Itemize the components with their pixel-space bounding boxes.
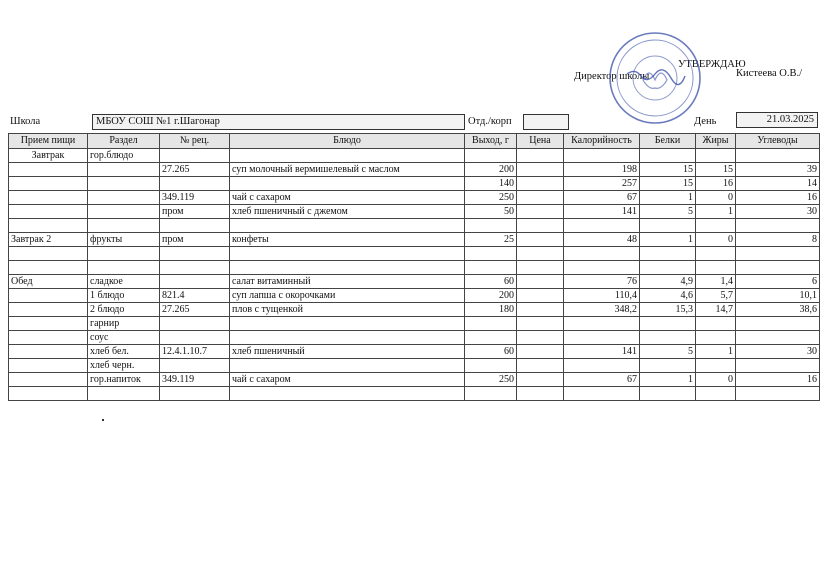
column-header-yield: Выход, г: [465, 134, 517, 149]
cell-yield: [465, 247, 517, 261]
cell-dish: салат витаминный: [230, 275, 465, 289]
cell-carbs: [736, 261, 820, 275]
school-value: МБОУ СОШ №1 г.Шагонар: [92, 114, 465, 130]
cell-price: [517, 233, 564, 247]
approval-title: УТВЕРЖДАЮ: [678, 59, 746, 70]
cell-yield: [465, 317, 517, 331]
table-row: [9, 247, 820, 261]
table-row: [9, 233, 820, 247]
cell-fats: [696, 219, 736, 233]
cell-proteins: 4,6: [640, 289, 696, 303]
table-row: [9, 289, 820, 303]
cell-meal: Завтрак 2: [9, 233, 88, 247]
cell-recipe-no: [160, 317, 230, 331]
school-label: Школа: [10, 116, 41, 127]
cell-carbs: 16: [736, 191, 820, 205]
cell-fats: 1: [696, 205, 736, 219]
cell-meal: [9, 163, 88, 177]
cell-section: [88, 247, 160, 261]
cell-meal: [9, 247, 88, 261]
cell-recipe-no: [160, 177, 230, 191]
table-row: [9, 359, 820, 373]
cell-dish: чай с сахаром: [230, 191, 465, 205]
table-row: [9, 261, 820, 275]
dot-mark: [102, 419, 104, 421]
column-header-carbs: Углеводы: [736, 134, 820, 149]
cell-meal: [9, 359, 88, 373]
cell-proteins: 1: [640, 233, 696, 247]
cell-price: [517, 261, 564, 275]
cell-section: [88, 219, 160, 233]
cell-yield: 60: [465, 275, 517, 289]
cell-recipe-no: [160, 331, 230, 345]
cell-carbs: [736, 219, 820, 233]
cell-meal: [9, 289, 88, 303]
table-row: [9, 317, 820, 331]
cell-yield: [465, 219, 517, 233]
cell-section: сладкое: [88, 275, 160, 289]
cell-dish: [230, 387, 465, 401]
cell-dish: хлеб пшеничный с джемом: [230, 205, 465, 219]
cell-dish: плов с тущенкой: [230, 303, 465, 317]
cell-fats: [696, 247, 736, 261]
cell-carbs: 10,1: [736, 289, 820, 303]
cell-proteins: [640, 261, 696, 275]
cell-carbs: 38,6: [736, 303, 820, 317]
cell-yield: 200: [465, 289, 517, 303]
table-header-row: [9, 134, 820, 149]
cell-recipe-no: [160, 359, 230, 373]
cell-section: соус: [88, 331, 160, 345]
cell-meal: Завтрак: [9, 149, 88, 163]
cell-price: [517, 177, 564, 191]
cell-fats: 0: [696, 233, 736, 247]
cell-calories: [564, 387, 640, 401]
cell-proteins: 15,3: [640, 303, 696, 317]
table-row: [9, 205, 820, 219]
cell-section: хлеб бел.: [88, 345, 160, 359]
cell-price: [517, 275, 564, 289]
cell-carbs: [736, 149, 820, 163]
cell-proteins: 1: [640, 373, 696, 387]
cell-meal: [9, 373, 88, 387]
cell-carbs: [736, 359, 820, 373]
cell-dish: конфеты: [230, 233, 465, 247]
cell-price: [517, 191, 564, 205]
cell-price: [517, 219, 564, 233]
cell-recipe-no: пром: [160, 233, 230, 247]
cell-section: [88, 163, 160, 177]
cell-fats: 1,4: [696, 275, 736, 289]
cell-fats: [696, 261, 736, 275]
cell-yield: 60: [465, 345, 517, 359]
cell-yield: 200: [465, 163, 517, 177]
cell-fats: 0: [696, 373, 736, 387]
cell-carbs: [736, 247, 820, 261]
cell-section: [88, 191, 160, 205]
cell-recipe-no: 349.119: [160, 373, 230, 387]
cell-calories: [564, 149, 640, 163]
cell-proteins: 5: [640, 205, 696, 219]
cell-yield: 25: [465, 233, 517, 247]
cell-recipe-no: [160, 247, 230, 261]
cell-meal: [9, 317, 88, 331]
cell-yield: [465, 387, 517, 401]
cell-price: [517, 247, 564, 261]
cell-proteins: 5: [640, 345, 696, 359]
cell-proteins: [640, 149, 696, 163]
cell-carbs: 30: [736, 205, 820, 219]
cell-dish: [230, 317, 465, 331]
cell-price: [517, 205, 564, 219]
table-row: [9, 177, 820, 191]
cell-calories: 110,4: [564, 289, 640, 303]
cell-proteins: [640, 219, 696, 233]
cell-section: 2 блюдо: [88, 303, 160, 317]
table-row: [9, 149, 820, 163]
cell-price: [517, 289, 564, 303]
cell-carbs: [736, 331, 820, 345]
table-row: [9, 191, 820, 205]
cell-section: хлеб черн.: [88, 359, 160, 373]
cell-proteins: [640, 247, 696, 261]
cell-yield: 50: [465, 205, 517, 219]
cell-fats: 0: [696, 191, 736, 205]
cell-carbs: 16: [736, 373, 820, 387]
cell-section: [88, 387, 160, 401]
cell-carbs: 6: [736, 275, 820, 289]
school-stamp: [607, 30, 703, 126]
cell-fats: 14,7: [696, 303, 736, 317]
menu-table: [8, 133, 820, 401]
cell-proteins: 1: [640, 191, 696, 205]
cell-dish: [230, 261, 465, 275]
cell-carbs: 30: [736, 345, 820, 359]
cell-section: 1 блюдо: [88, 289, 160, 303]
cell-calories: [564, 219, 640, 233]
cell-carbs: 14: [736, 177, 820, 191]
cell-price: [517, 317, 564, 331]
cell-recipe-no: [160, 219, 230, 233]
cell-dish: [230, 359, 465, 373]
cell-meal: [9, 345, 88, 359]
cell-yield: [465, 359, 517, 373]
cell-fats: [696, 331, 736, 345]
cell-fats: [696, 359, 736, 373]
dept-value: [523, 114, 569, 130]
cell-recipe-no: [160, 261, 230, 275]
cell-dish: [230, 331, 465, 345]
cell-recipe-no: пром: [160, 205, 230, 219]
column-header-dish: Блюдо: [230, 134, 465, 149]
cell-calories: [564, 331, 640, 345]
cell-calories: 198: [564, 163, 640, 177]
column-header-recipe-no: № рец.: [160, 134, 230, 149]
cell-yield: 250: [465, 191, 517, 205]
column-header-section: Раздел: [88, 134, 160, 149]
cell-proteins: [640, 317, 696, 331]
cell-recipe-no: [160, 149, 230, 163]
cell-price: [517, 373, 564, 387]
cell-yield: [465, 331, 517, 345]
cell-dish: [230, 247, 465, 261]
cell-recipe-no: 27.265: [160, 303, 230, 317]
cell-recipe-no: 821.4: [160, 289, 230, 303]
cell-fats: 1: [696, 345, 736, 359]
cell-recipe-no: [160, 387, 230, 401]
table-row: [9, 275, 820, 289]
cell-dish: хлеб пшеничный: [230, 345, 465, 359]
cell-fats: [696, 387, 736, 401]
cell-meal: [9, 331, 88, 345]
cell-dish: [230, 149, 465, 163]
cell-price: [517, 345, 564, 359]
column-header-fats: Жиры: [696, 134, 736, 149]
cell-yield: 250: [465, 373, 517, 387]
approval-signer: Кистеева О.В./: [736, 68, 803, 79]
cell-recipe-no: 27.265: [160, 163, 230, 177]
cell-dish: чай с сахаром: [230, 373, 465, 387]
date-value: 21.03.2025: [736, 112, 818, 128]
cell-calories: 141: [564, 345, 640, 359]
cell-calories: 257: [564, 177, 640, 191]
cell-fats: 5,7: [696, 289, 736, 303]
table-row: [9, 345, 820, 359]
cell-yield: [465, 149, 517, 163]
cell-carbs: 8: [736, 233, 820, 247]
cell-calories: [564, 247, 640, 261]
table-row: [9, 219, 820, 233]
table-row: [9, 303, 820, 317]
cell-calories: [564, 359, 640, 373]
cell-meal: [9, 303, 88, 317]
cell-section: фрукты: [88, 233, 160, 247]
cell-proteins: [640, 331, 696, 345]
column-header-proteins: Белки: [640, 134, 696, 149]
cell-proteins: 15: [640, 177, 696, 191]
cell-yield: 140: [465, 177, 517, 191]
cell-meal: [9, 177, 88, 191]
dept-label: Отд./корп: [468, 116, 512, 127]
cell-section: гор.напиток: [88, 373, 160, 387]
cell-calories: 67: [564, 373, 640, 387]
cell-carbs: 39: [736, 163, 820, 177]
cell-meal: Обед: [9, 275, 88, 289]
cell-dish: суп молочный вермишелевый с маслом: [230, 163, 465, 177]
cell-price: [517, 149, 564, 163]
cell-meal: [9, 387, 88, 401]
cell-carbs: [736, 317, 820, 331]
cell-calories: [564, 317, 640, 331]
cell-proteins: [640, 359, 696, 373]
cell-fats: 16: [696, 177, 736, 191]
cell-section: [88, 261, 160, 275]
cell-calories: [564, 261, 640, 275]
cell-carbs: [736, 387, 820, 401]
cell-section: [88, 205, 160, 219]
cell-meal: [9, 205, 88, 219]
cell-meal: [9, 219, 88, 233]
table-row: [9, 163, 820, 177]
cell-meal: [9, 191, 88, 205]
day-label: День: [694, 116, 717, 127]
cell-yield: [465, 261, 517, 275]
cell-calories: 348,2: [564, 303, 640, 317]
table-row: [9, 387, 820, 401]
cell-proteins: [640, 387, 696, 401]
cell-price: [517, 387, 564, 401]
cell-section: гор.блюдо: [88, 149, 160, 163]
approval-position: Директор школы: [574, 71, 650, 82]
cell-price: [517, 359, 564, 373]
column-header-meal: Прием пищи: [9, 134, 88, 149]
cell-section: гарнир: [88, 317, 160, 331]
cell-price: [517, 163, 564, 177]
cell-dish: [230, 177, 465, 191]
table-row: [9, 331, 820, 345]
cell-proteins: 4,9: [640, 275, 696, 289]
cell-calories: 141: [564, 205, 640, 219]
cell-dish: суп лапша с окорочками: [230, 289, 465, 303]
cell-price: [517, 303, 564, 317]
table-row: [9, 373, 820, 387]
cell-dish: [230, 219, 465, 233]
cell-calories: 76: [564, 275, 640, 289]
cell-calories: 48: [564, 233, 640, 247]
cell-section: [88, 177, 160, 191]
cell-price: [517, 331, 564, 345]
cell-recipe-no: [160, 275, 230, 289]
cell-fats: [696, 149, 736, 163]
cell-fats: 15: [696, 163, 736, 177]
cell-recipe-no: 12.4.1.10.7: [160, 345, 230, 359]
cell-yield: 180: [465, 303, 517, 317]
cell-recipe-no: 349.119: [160, 191, 230, 205]
cell-proteins: 15: [640, 163, 696, 177]
cell-calories: 67: [564, 191, 640, 205]
column-header-price: Цена: [517, 134, 564, 149]
column-header-calories: Калорийность: [564, 134, 640, 149]
cell-meal: [9, 261, 88, 275]
cell-fats: [696, 317, 736, 331]
